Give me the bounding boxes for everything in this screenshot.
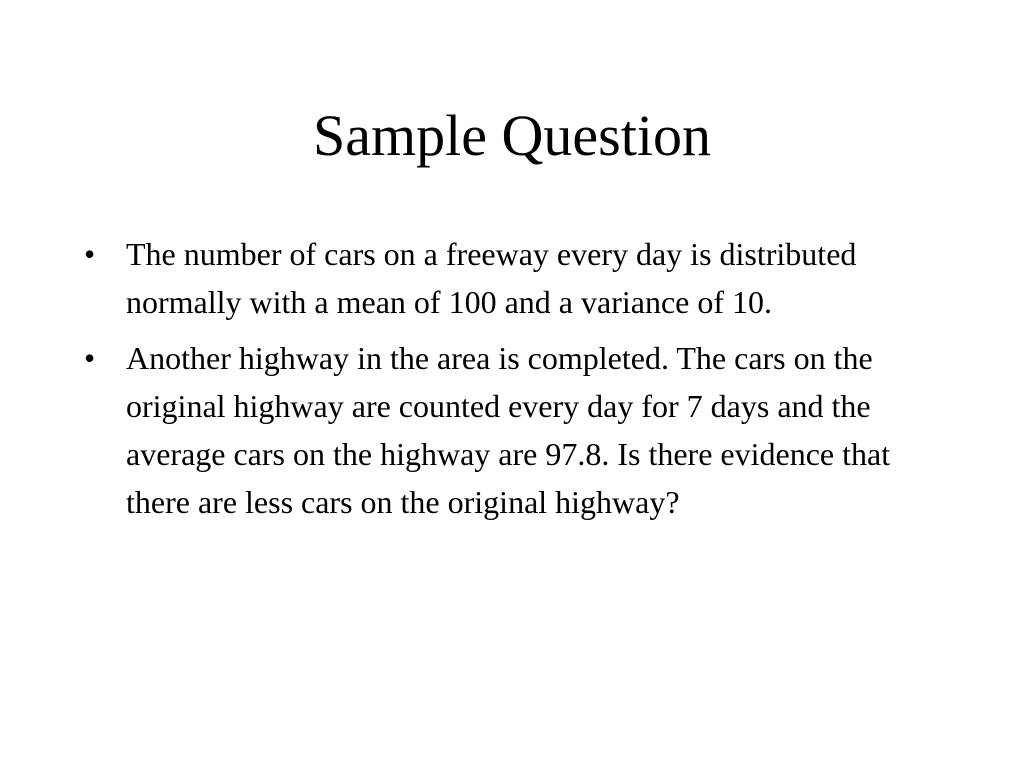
- bullet-item-2: [84, 334, 924, 526]
- bullet-text-2: Another highway in the area is completed. The cars on the original highway are counted every day for 7 days and the average cars on the highway are 97.8. Is there evidence that there are less cars on the original highway?: [126, 340, 891, 520]
- bullet-icon: •: [84, 236, 96, 272]
- bullet-icon: •: [84, 340, 96, 376]
- slide-title: Sample Question: [313, 103, 711, 168]
- bullet-list: [84, 230, 924, 534]
- bullet-item-1: [84, 230, 924, 326]
- bullet-text-1: The number of cars on a freeway every day is distributed normally with a mean of 100 and a variance of 10.: [126, 236, 857, 320]
